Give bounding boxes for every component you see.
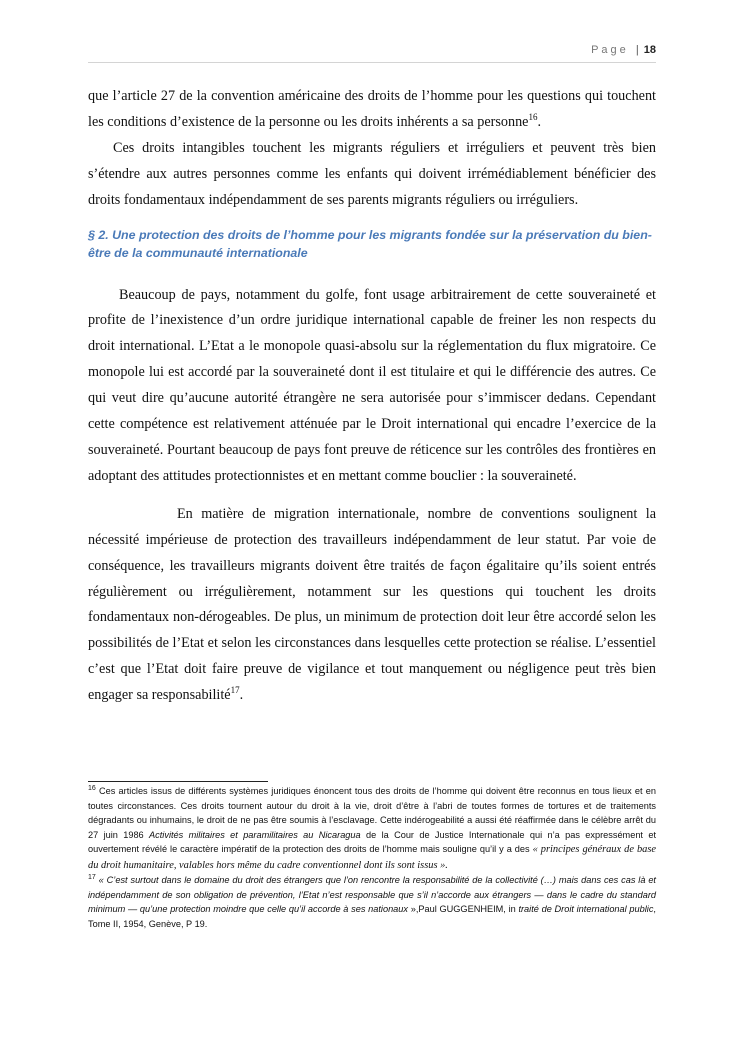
paragraph-3: Beaucoup de pays, notamment du golfe, font usage arbitrairement de cette souveraineté et profite de l’inexistence d’un ordre juridique international capable de freiner les non respects du droit international. L’Etat a le monopole quasi-absolu sur la réglementation du flux migratoire. Ce monopole lui est accordé par la souveraineté dont il est titulaire et qui le différencie des autres. Ce qui veut dire qu’aucune autorité étrangère ne sera autorisée pour s’immiscer dedans. Cependant cette compétence est relativement atténuée par le Droit international qui encadre l’exercice de la souveraineté. Pourtant beaucoup de pays font preuve de réticence sur les contrôles des frontières en adoptant des attitudes protectionnistes et en mettant comme bouclier : la souveraineté. <box>88 286 656 484</box>
footnote-quote: « C’est surtout dans le domaine du droit des étrangers que l’on rencontre la responsabilité de la collectivité (…) mais dans ces cas là et indépendamment de son obligation de prévention, l’Etat n’est responsable que s’il n’accorde aux étrangers — dans le cadre du standard minimum — qu’une protection moindre que celle qu’il accorde à ses nationaux <box>88 875 656 914</box>
footnote-author: »,Paul GUGGENHEIM, in <box>410 904 519 914</box>
book-title: traité de Droit international public <box>518 904 654 914</box>
footnotes <box>88 784 656 931</box>
spacer <box>88 263 656 283</box>
paragraph-1-tail: . <box>537 113 542 130</box>
spacer <box>88 490 656 502</box>
footnote-17 <box>88 873 656 931</box>
footnote-number: 16 <box>88 785 96 792</box>
paragraph-2: Ces droits intangibles touchent les migrants réguliers et irréguliers et peuvent très bien s’étendre aux autres personnes comme les enfants qui doivent irrémédiablement bénéficier des droits fondamentaux indépendamment de ses parents migrants réguliers ou irréguliers. <box>88 139 656 208</box>
page-separator: | <box>635 44 639 56</box>
page-label: Page <box>591 44 629 56</box>
footnote-divider <box>88 781 268 782</box>
document-body <box>88 84 656 709</box>
case-title: Activités militaires et paramilitaires au Nicaragua <box>149 829 361 840</box>
footnote-text: , Tome II, 1954, Genève, P 19. <box>88 904 656 929</box>
page-header <box>88 44 656 56</box>
footnote-quote: « principes généraux de base du droit humanitaire, valables hors même du cadre conventionnel dont ils sont issus ». <box>88 844 656 871</box>
footnote-ref-17[interactable]: 17 <box>230 685 240 696</box>
paragraph-1-text: que l’article 27 de la convention américaine des droits de l’homme pour les questions qui touchent les conditions d’existence de la personne ou les droits inhérents a sa personne <box>88 88 656 130</box>
page-number: 18 <box>643 44 656 56</box>
footnote-text: de la Cour de Justice Internationale qui n’a pas expressément et ouvertement révélé le caractère impératif de la protection des droits de l’homme mais souligne qu’il y a des <box>88 829 656 854</box>
paragraph-1 <box>88 84 656 136</box>
paragraph-4 <box>88 502 656 709</box>
footnote-ref-16[interactable]: 16 <box>528 111 538 122</box>
section-heading: § 2. Une protection des droits de l’homme pour les migrants fondée sur la préservation du bien-être de la communauté internationale <box>88 227 652 261</box>
footnote-number: 17 <box>88 874 96 881</box>
paragraph-4-tail: . <box>239 687 244 704</box>
header-divider <box>88 62 656 63</box>
paragraph-4-text: En matière de migration internationale, nombre de conventions soulignent la nécessité impérieuse de protection des travailleurs indépendamment de leur statut. Par voie de conséquence, les travailleurs migrants doivent être traités de façon égalitaire qu’ils soient entrés régulièrement ou irrégulièrement, notamment sur les questions qui touchent les droits fondamentaux non-dérogeables. De plus, un minimum de protection doit leur être accordé selon les possibilités de l’Etat et selon les circonstances dans lesquelles cette protection se réalise. L’essentiel c’est que l’Etat doit faire preuve de vigilance et tout manquement ou négligence peut très bien engager sa responsabilité <box>88 505 656 704</box>
footnote-16 <box>88 784 656 873</box>
footnote-text: Ces articles issus de différents systèmes juridiques énoncent tous des droits de l’homme qui doivent être reconnus en tous lieux et en toutes circonstances. Ces droits tournent autour du droit à la vie, droit d’être à l’abri de toutes formes de tortures et de traitements dégradants ou inhumains, le droit de ne pas être soumis à l’esclavage. Cette indérogeabilité a aussi été réaffirmée dans le célèbre arrêt du 27 juin 1986 <box>88 786 656 840</box>
